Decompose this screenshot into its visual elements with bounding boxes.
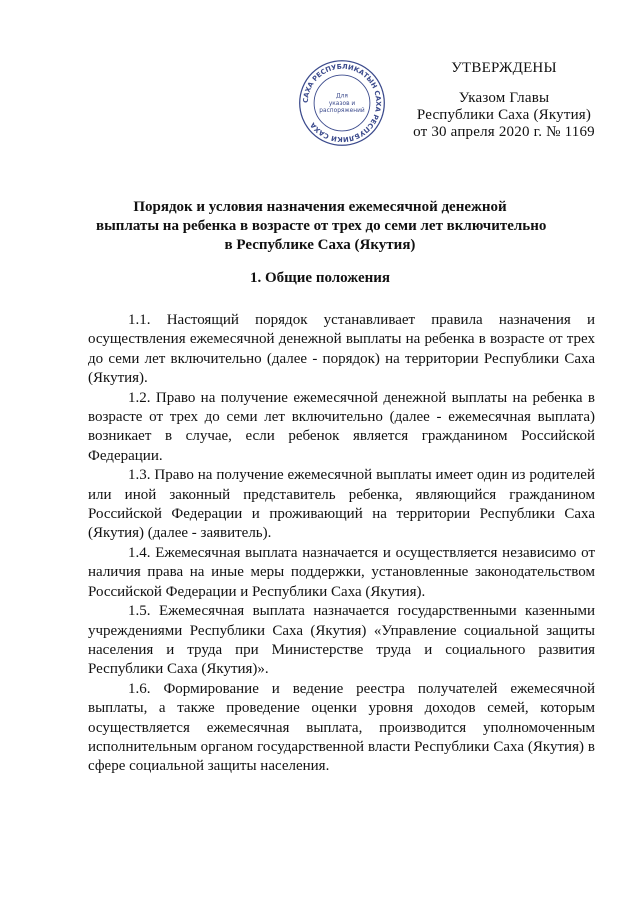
paragraph-1-2: 1.2. Право на получение ежемесячной денежной выплаты на ребенка в возрасте от трех до семи лет включительно (далее - ежемесячная выплата) возникает в случае, если ребенок является гражданином Российской Федерации. — [88, 389, 595, 464]
paragraph-1-5: 1.5. Ежемесячная выплата назначается государственными казенными учреждениями Республики Саха (Якутия) «Управление социальной защиты населения и труда при Министерстве труда и социального развития Республики Саха (Якутия)». — [88, 603, 595, 678]
title-line-3: в Республике Саха (Якутия) — [224, 237, 416, 253]
stamp-center-line-2: указов и — [328, 100, 356, 107]
title-line-2: выплаты на ребенка в возрасте от трех до семи лет включительно — [96, 218, 547, 234]
section-body — [88, 311, 595, 777]
paragraph-1-6: 1.6. Формирование и ведение реестра получателей ежемесячной выплаты, а также проведение оценки уровня доходов семей, которым осуществляется ежемесячная выплата, производится уполномоченным исполнительным органом государственной власти Республики Саха (Якутия) в сфере социальной защиты населения. — [88, 680, 595, 775]
decree-line-1: Указом Главы — [458, 90, 550, 106]
stamp-center-line-1: Для — [336, 93, 348, 100]
decree-line-3: от 30 апреля 2020 г. № 1169 — [413, 124, 595, 140]
section-heading: 1. Общие положения — [249, 270, 391, 286]
paragraph-1-4: 1.4. Ежемесячная выплата назначается и осуществляется независимо от наличия права на иные меры поддержки, установленные законодательством Российской Федерации и Республики Саха (Якутия). — [88, 544, 595, 600]
paragraph-1-3: 1.3. Право на получение ежемесячной выплаты имеет один из родителей или иной законный представитель ребенка, являющийся гражданином Российской Федерации и проживающий на территории Республики Саха (Якутия) (далее - заявитель). — [88, 467, 595, 542]
document-title — [96, 198, 547, 255]
official-stamp — [297, 58, 387, 148]
approved-label: УТВЕРЖДЕНЫ — [451, 60, 557, 76]
stamp-center-line-3: распоряжений — [319, 108, 365, 114]
approval-block — [404, 60, 604, 141]
decree-line-2: Республики Саха (Якутия) — [416, 107, 592, 123]
title-line-1: Порядок и условия назначения ежемесячной денежной — [133, 199, 507, 215]
paragraph-1-1: 1.1. Настоящий порядок устанавливает правила назначения и осуществления ежемесячной денежной выплаты на ребенка в возрасте от трех до семи лет включительно (далее - порядок) на территории Республики Саха (Якутия). — [88, 312, 595, 387]
stamp-ring-text: САХА РЕСПУБЛИКАТЫН САХА РЕСПУБЛИКИ САХА — [301, 62, 383, 144]
